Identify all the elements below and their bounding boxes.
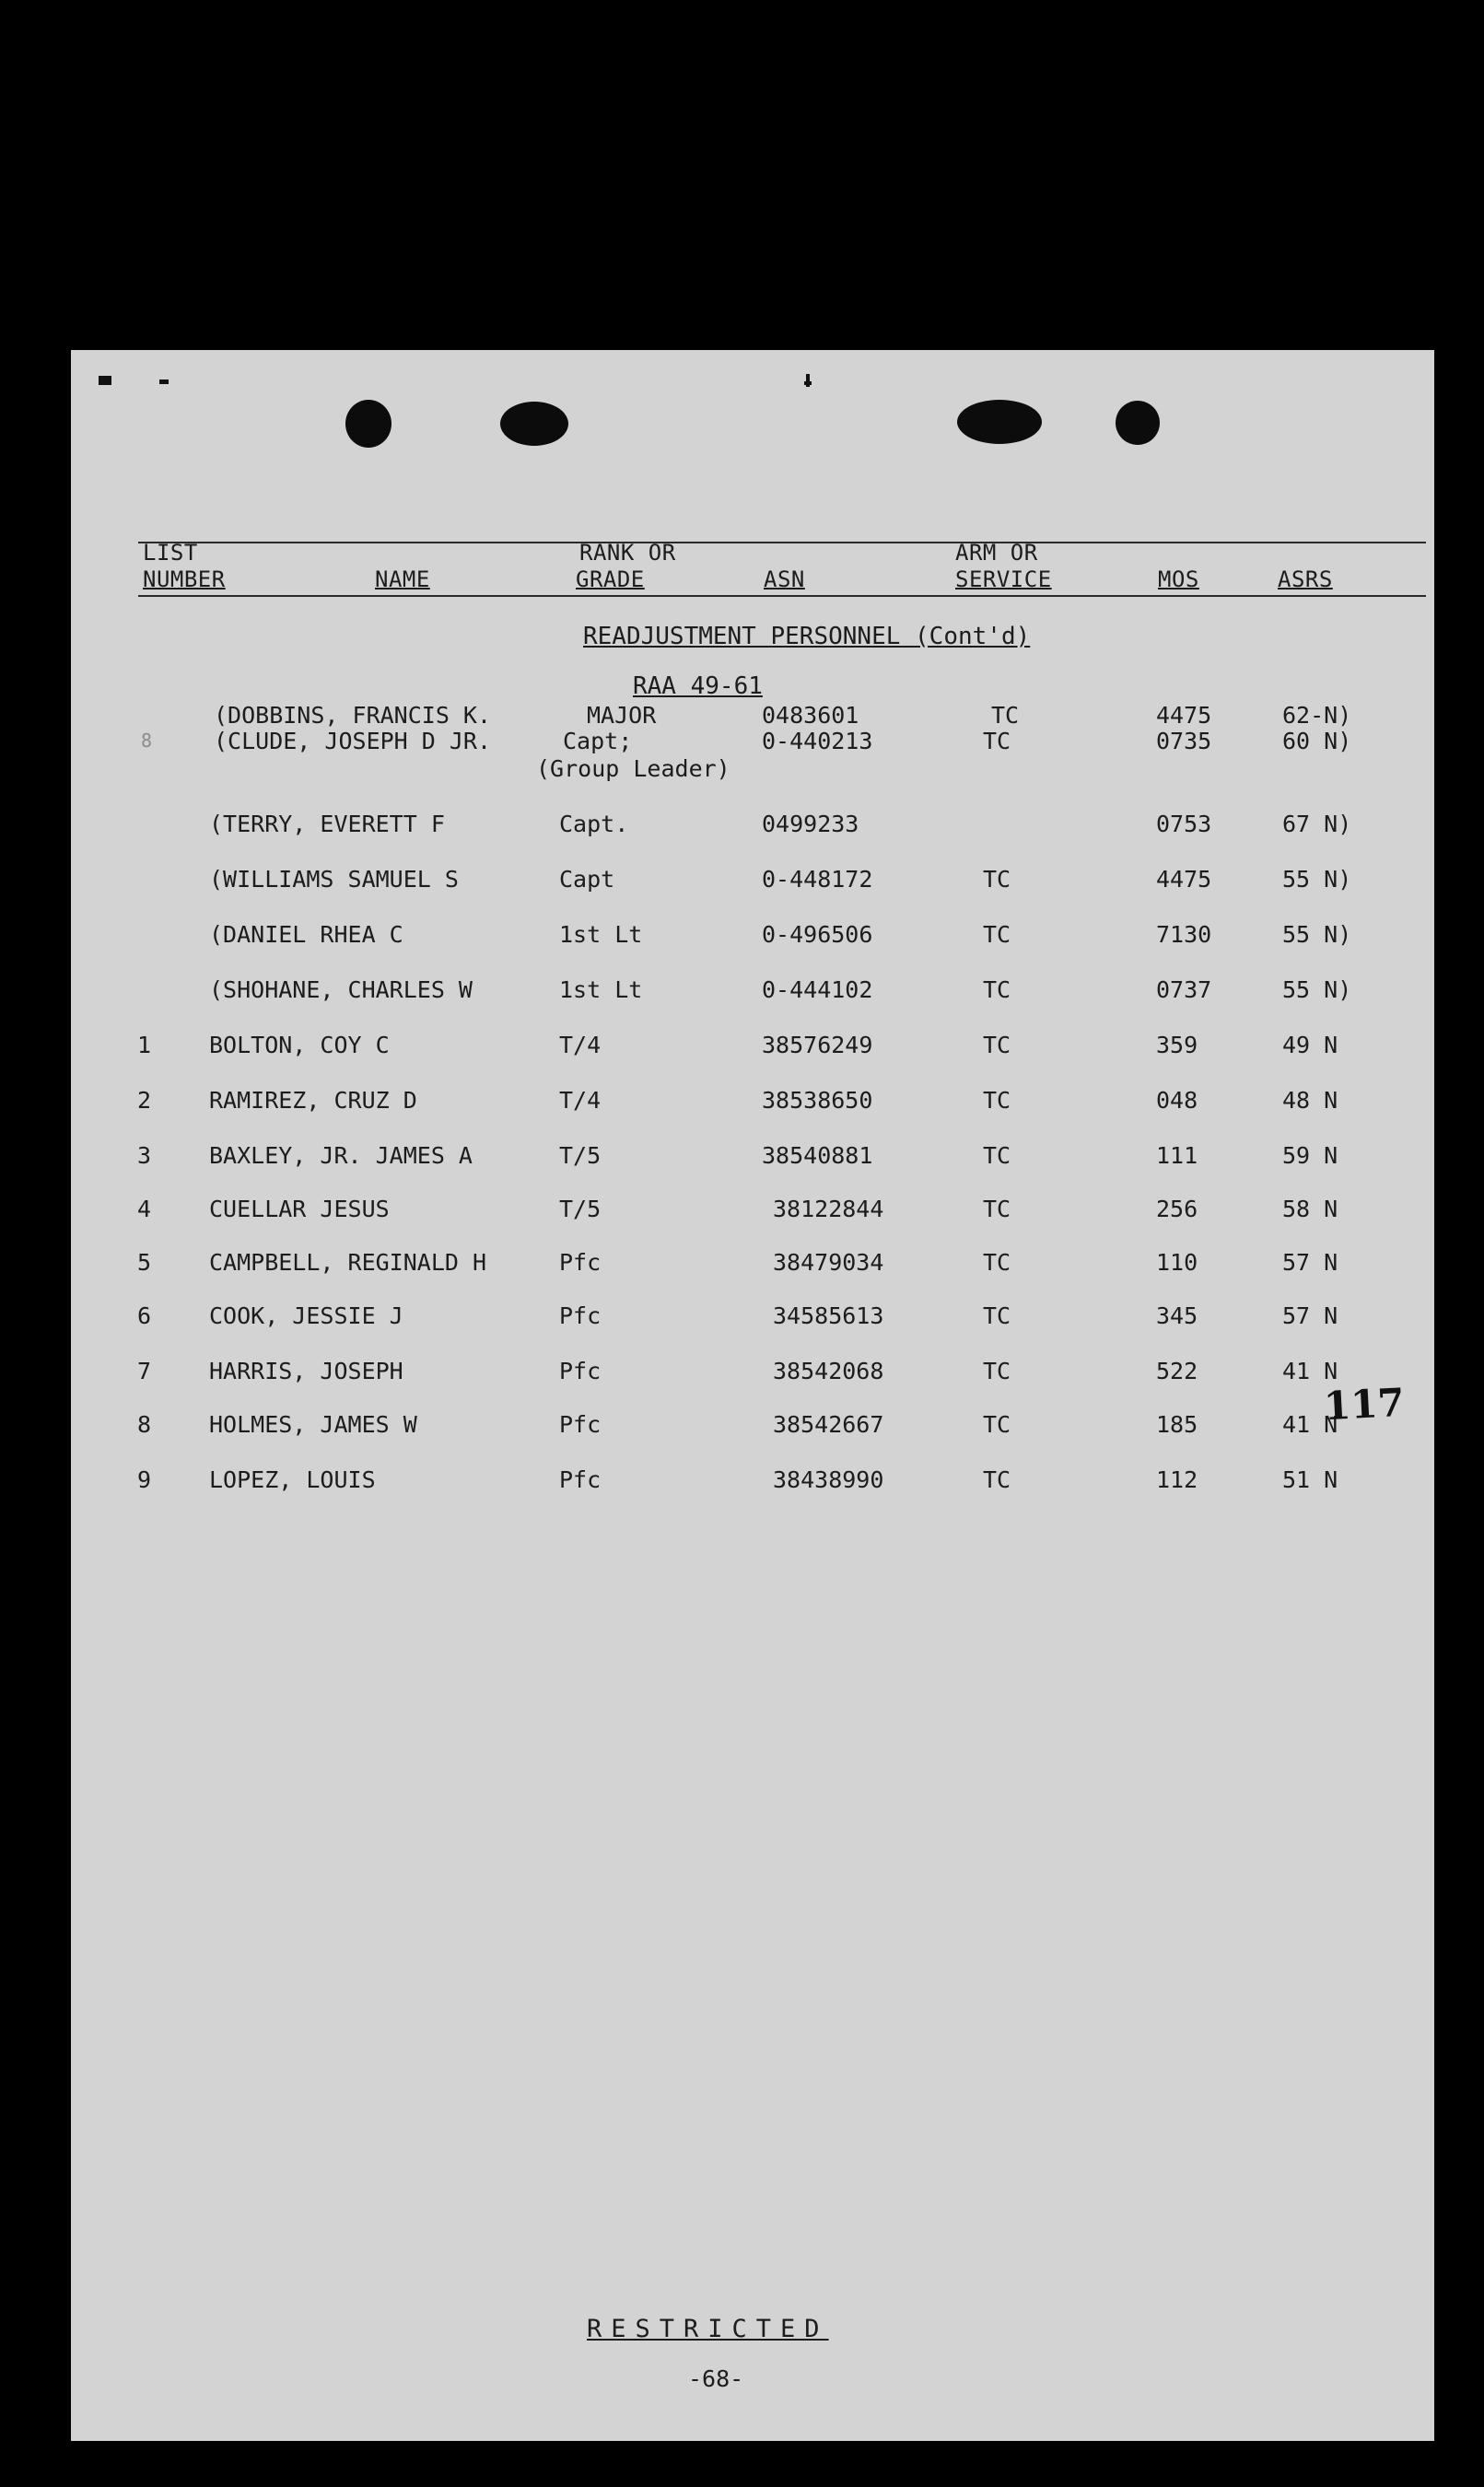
header-arm-label: ARM OR — [955, 540, 1038, 566]
header-list-label: LIST — [143, 540, 198, 566]
header-top-rule — [138, 542, 1426, 543]
group-leader-note: (Group Leader) — [536, 755, 730, 782]
rank-grade: T/4 — [559, 1087, 602, 1114]
rank-grade: Capt. — [559, 811, 629, 837]
table-row — [71, 1249, 1434, 1286]
table-row — [71, 921, 1434, 958]
asrs-value: 48 N — [1282, 1087, 1338, 1114]
rank-grade: 1st Lt — [559, 976, 643, 1003]
arm-service: TC — [983, 921, 1011, 948]
rank-grade: Pfc — [559, 1249, 602, 1276]
asrs-value: 55 N) — [1282, 921, 1352, 948]
person-name: (DOBBINS, FRANCIS K. — [214, 702, 492, 729]
table-row — [71, 728, 1434, 765]
punch-hole — [345, 400, 391, 448]
person-name: COOK, JESSIE J — [209, 1302, 403, 1329]
section-title: READJUSTMENT PERSONNEL (Cont'd) — [583, 623, 1031, 650]
person-name: (TERRY, EVERETT F — [209, 811, 445, 837]
asrs-value: 49 N — [1282, 1032, 1338, 1058]
asn-value: 38538650 — [762, 1087, 873, 1114]
table-row — [71, 811, 1434, 847]
header-name-label: NAME — [375, 566, 430, 592]
table-row — [71, 1196, 1434, 1232]
rank-grade: MAJOR — [587, 702, 657, 729]
asrs-value: 67 N) — [1282, 811, 1352, 837]
header-number-label: NUMBER — [143, 566, 226, 592]
list-number: 3 — [137, 1142, 152, 1169]
header-asn-label: ASN — [764, 566, 805, 592]
mos-value: 185 — [1156, 1411, 1198, 1438]
section-subtitle: RAA 49-61 — [633, 672, 763, 700]
asn-value: 0-444102 — [762, 976, 873, 1003]
asn-value: 0-496506 — [762, 921, 873, 948]
rank-grade: Capt — [559, 866, 615, 893]
asrs-value: 58 N — [1282, 1196, 1338, 1222]
mos-value: 048 — [1156, 1087, 1198, 1114]
header-mos-label: MOS — [1158, 566, 1199, 592]
asn-value: 38438990 — [773, 1466, 884, 1493]
arm-service: TC — [983, 1411, 1011, 1438]
table-row — [71, 1358, 1434, 1395]
arm-service: TC — [991, 702, 1020, 729]
header-asrs-label: ASRS — [1278, 566, 1333, 592]
person-name: RAMIREZ, CRUZ D — [209, 1087, 417, 1114]
asn-value: 38122844 — [773, 1196, 884, 1222]
asn-value: 38542068 — [773, 1358, 884, 1384]
mos-value: 0735 — [1156, 728, 1212, 754]
mos-value: 4475 — [1156, 866, 1212, 893]
asn-value: 0483601 — [762, 702, 859, 729]
speck-mark — [806, 374, 810, 387]
restricted-footer: RESTRICTED — [587, 2315, 829, 2343]
mos-value: 7130 — [1156, 921, 1212, 948]
arm-service: TC — [983, 976, 1011, 1003]
asrs-value: 55 N) — [1282, 866, 1352, 893]
header-service-label: SERVICE — [955, 566, 1052, 592]
rank-grade: Pfc — [559, 1411, 602, 1438]
mos-value: 111 — [1156, 1142, 1198, 1169]
arm-service: TC — [983, 1087, 1011, 1114]
arm-service: TC — [983, 1249, 1011, 1276]
asn-value: 38479034 — [773, 1249, 884, 1276]
mos-value: 359 — [1156, 1032, 1198, 1058]
mos-value: 256 — [1156, 1196, 1198, 1222]
person-name: CAMPBELL, REGINALD H — [209, 1249, 487, 1276]
person-name: LOPEZ, LOUIS — [209, 1466, 376, 1493]
asn-value: 34585613 — [773, 1302, 884, 1329]
table-row — [71, 1087, 1434, 1124]
document-page — [71, 350, 1434, 2441]
list-number: 6 — [137, 1302, 152, 1329]
person-name: BOLTON, COY C — [209, 1032, 390, 1058]
rank-grade: T/4 — [559, 1032, 602, 1058]
handwritten-number: 117 — [1322, 1379, 1406, 1430]
asn-value: 38542667 — [773, 1411, 884, 1438]
arm-service: TC — [983, 866, 1011, 893]
rank-grade: T/5 — [559, 1142, 602, 1169]
list-number: 5 — [137, 1249, 152, 1276]
rank-grade: Pfc — [559, 1466, 602, 1493]
list-number: 9 — [137, 1466, 152, 1493]
speck-mark — [159, 379, 169, 384]
rank-grade: Pfc — [559, 1302, 602, 1329]
header-bottom-rule — [138, 595, 1426, 597]
mos-value: 345 — [1156, 1302, 1198, 1329]
arm-service: TC — [983, 1196, 1011, 1222]
mos-value: 0753 — [1156, 811, 1212, 837]
list-number: 4 — [137, 1196, 152, 1222]
header-rank-label: RANK OR — [579, 540, 676, 566]
person-name: HOLMES, JAMES W — [209, 1411, 417, 1438]
person-name: CUELLAR JESUS — [209, 1196, 390, 1222]
table-row — [71, 1466, 1434, 1503]
rank-grade: Pfc — [559, 1358, 602, 1384]
table-row — [71, 866, 1434, 903]
asn-value: 38576249 — [762, 1032, 873, 1058]
list-number: 8 — [137, 1411, 152, 1438]
arm-service: TC — [983, 728, 1011, 754]
list-number: 1 — [137, 1032, 152, 1058]
asrs-value: 57 N — [1282, 1302, 1338, 1329]
person-name: (DANIEL RHEA C — [209, 921, 403, 948]
person-name: (CLUDE, JOSEPH D JR. — [214, 728, 492, 754]
asrs-value: 41 N — [1282, 1411, 1338, 1438]
list-number: 7 — [137, 1358, 152, 1384]
page-number: -68- — [688, 2365, 744, 2392]
margin-mark: 8 — [141, 730, 153, 752]
mos-value: 112 — [1156, 1466, 1198, 1493]
rank-grade: T/5 — [559, 1196, 602, 1222]
asrs-value: 57 N — [1282, 1249, 1338, 1276]
person-name: HARRIS, JOSEPH — [209, 1358, 403, 1384]
asrs-value: 51 N — [1282, 1466, 1338, 1493]
table-row — [71, 1032, 1434, 1068]
person-name: BAXLEY, JR. JAMES A — [209, 1142, 473, 1169]
person-name: (WILLIAMS SAMUEL S — [209, 866, 459, 893]
rank-grade: 1st Lt — [559, 921, 643, 948]
asn-value: 0-448172 — [762, 866, 873, 893]
punch-hole — [957, 400, 1042, 444]
punch-hole — [1116, 401, 1160, 445]
asn-value: 0-440213 — [762, 728, 873, 754]
table-row — [71, 1302, 1434, 1339]
asrs-value: 60 N) — [1282, 728, 1352, 754]
mos-value: 522 — [1156, 1358, 1198, 1384]
arm-service: TC — [983, 1032, 1011, 1058]
asrs-value: 41 N — [1282, 1358, 1338, 1384]
asrs-value: 62-N) — [1282, 702, 1352, 729]
punch-hole — [500, 402, 568, 446]
mos-value: 4475 — [1156, 702, 1212, 729]
rank-grade: Capt; — [563, 728, 633, 754]
speck-mark — [99, 376, 111, 385]
mos-value: 0737 — [1156, 976, 1212, 1003]
asn-value: 38540881 — [762, 1142, 873, 1169]
asrs-value: 55 N) — [1282, 976, 1352, 1003]
list-number: 2 — [137, 1087, 152, 1114]
arm-service: TC — [983, 1142, 1011, 1169]
table-row — [71, 1142, 1434, 1179]
person-name: (SHOHANE, CHARLES W — [209, 976, 473, 1003]
asrs-value: 59 N — [1282, 1142, 1338, 1169]
table-row — [71, 1411, 1434, 1448]
table-row — [71, 976, 1434, 1013]
mos-value: 110 — [1156, 1249, 1198, 1276]
asn-value: 0499233 — [762, 811, 859, 837]
arm-service: TC — [983, 1358, 1011, 1384]
header-grade-label: GRADE — [576, 566, 645, 592]
arm-service: TC — [983, 1302, 1011, 1329]
arm-service: TC — [983, 1466, 1011, 1493]
